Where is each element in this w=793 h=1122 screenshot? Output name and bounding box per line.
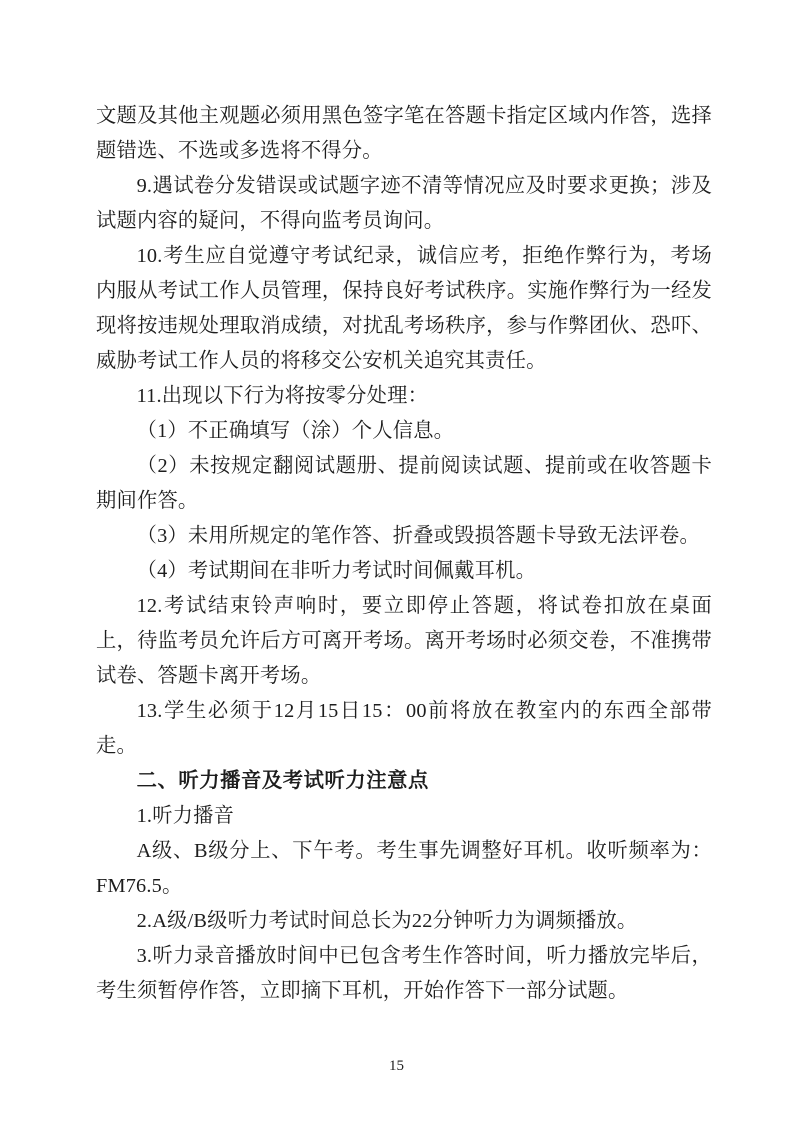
paragraph-rule-11-item-1: （1）不正确填写（涂）个人信息。 — [136, 420, 455, 442]
paragraph-rule-9: 9.遇试卷分发错误或试题字迹不清等情况应及时要求更换；涉及试题内容的疑问，不得向监考员询问。 — [96, 175, 712, 232]
paragraph-listening-3: 3.听力录音播放时间中已包含考生作答时间，听力播放完毕后，考生须暂停作答，立即摘下耳机，开始作答下一部分试题。 — [96, 945, 712, 1002]
section-heading-listening-notes: 二、听力播音及考试听力注意点 — [136, 770, 429, 792]
paragraph-listening-frequency: A级、B级分上、下午考。考生事先调整好耳机。收听频率为：FM76.5。 — [96, 840, 712, 897]
paragraph-rule-12: 12.考试结束铃声响时，要立即停止答题，将试卷扣放在桌面上，待监考员允许后方可离开考场。离开考场时必须交卷，不准携带试卷、答题卡离开考场。 — [96, 595, 712, 687]
paragraph-rule-11-item-3: （3）未用所规定的笔作答、折叠或毁损答题卡导致无法评卷。 — [136, 525, 700, 547]
paragraph-rule-11-item-2: （2）未按规定翻阅试题册、提前阅读试题、提前或在收答题卡期间作答。 — [96, 455, 712, 512]
paragraph-rule-13: 13.学生必须于12月15日15：00前将放在教室内的东西全部带走。 — [96, 700, 712, 757]
paragraph-listening-2: 2.A级/B级听力考试时间总长为22分钟听力为调频播放。 — [136, 910, 638, 932]
paragraph-overflow-from-previous-page: 文题及其他主观题必须用黑色签字笔在答题卡指定区域内作答，选择题错选、不选或多选将不得分。 — [96, 105, 712, 162]
document-body — [96, 99, 712, 1009]
paragraph-rule-11-item-4: （4）考试期间在非听力考试时间佩戴耳机。 — [136, 560, 537, 582]
paragraph-rule-10: 10.考生应自觉遵守考试纪录，诚信应考，拒绝作弊行为，考场内服从考试工作人员管理，保持良好考试秩序。实施作弊行为一经发现将按违规处理取消成绩，对扰乱考场秩序，参与作弊团伙、恐吓、威胁考试工作人员的将移交公安机关追究其责任。 — [96, 245, 712, 372]
paragraph-rule-11: 11.出现以下行为将按零分处理： — [136, 385, 429, 407]
page-number: 15 — [389, 1058, 404, 1074]
paragraph-listening-1: 1.听力播音 — [136, 805, 235, 827]
